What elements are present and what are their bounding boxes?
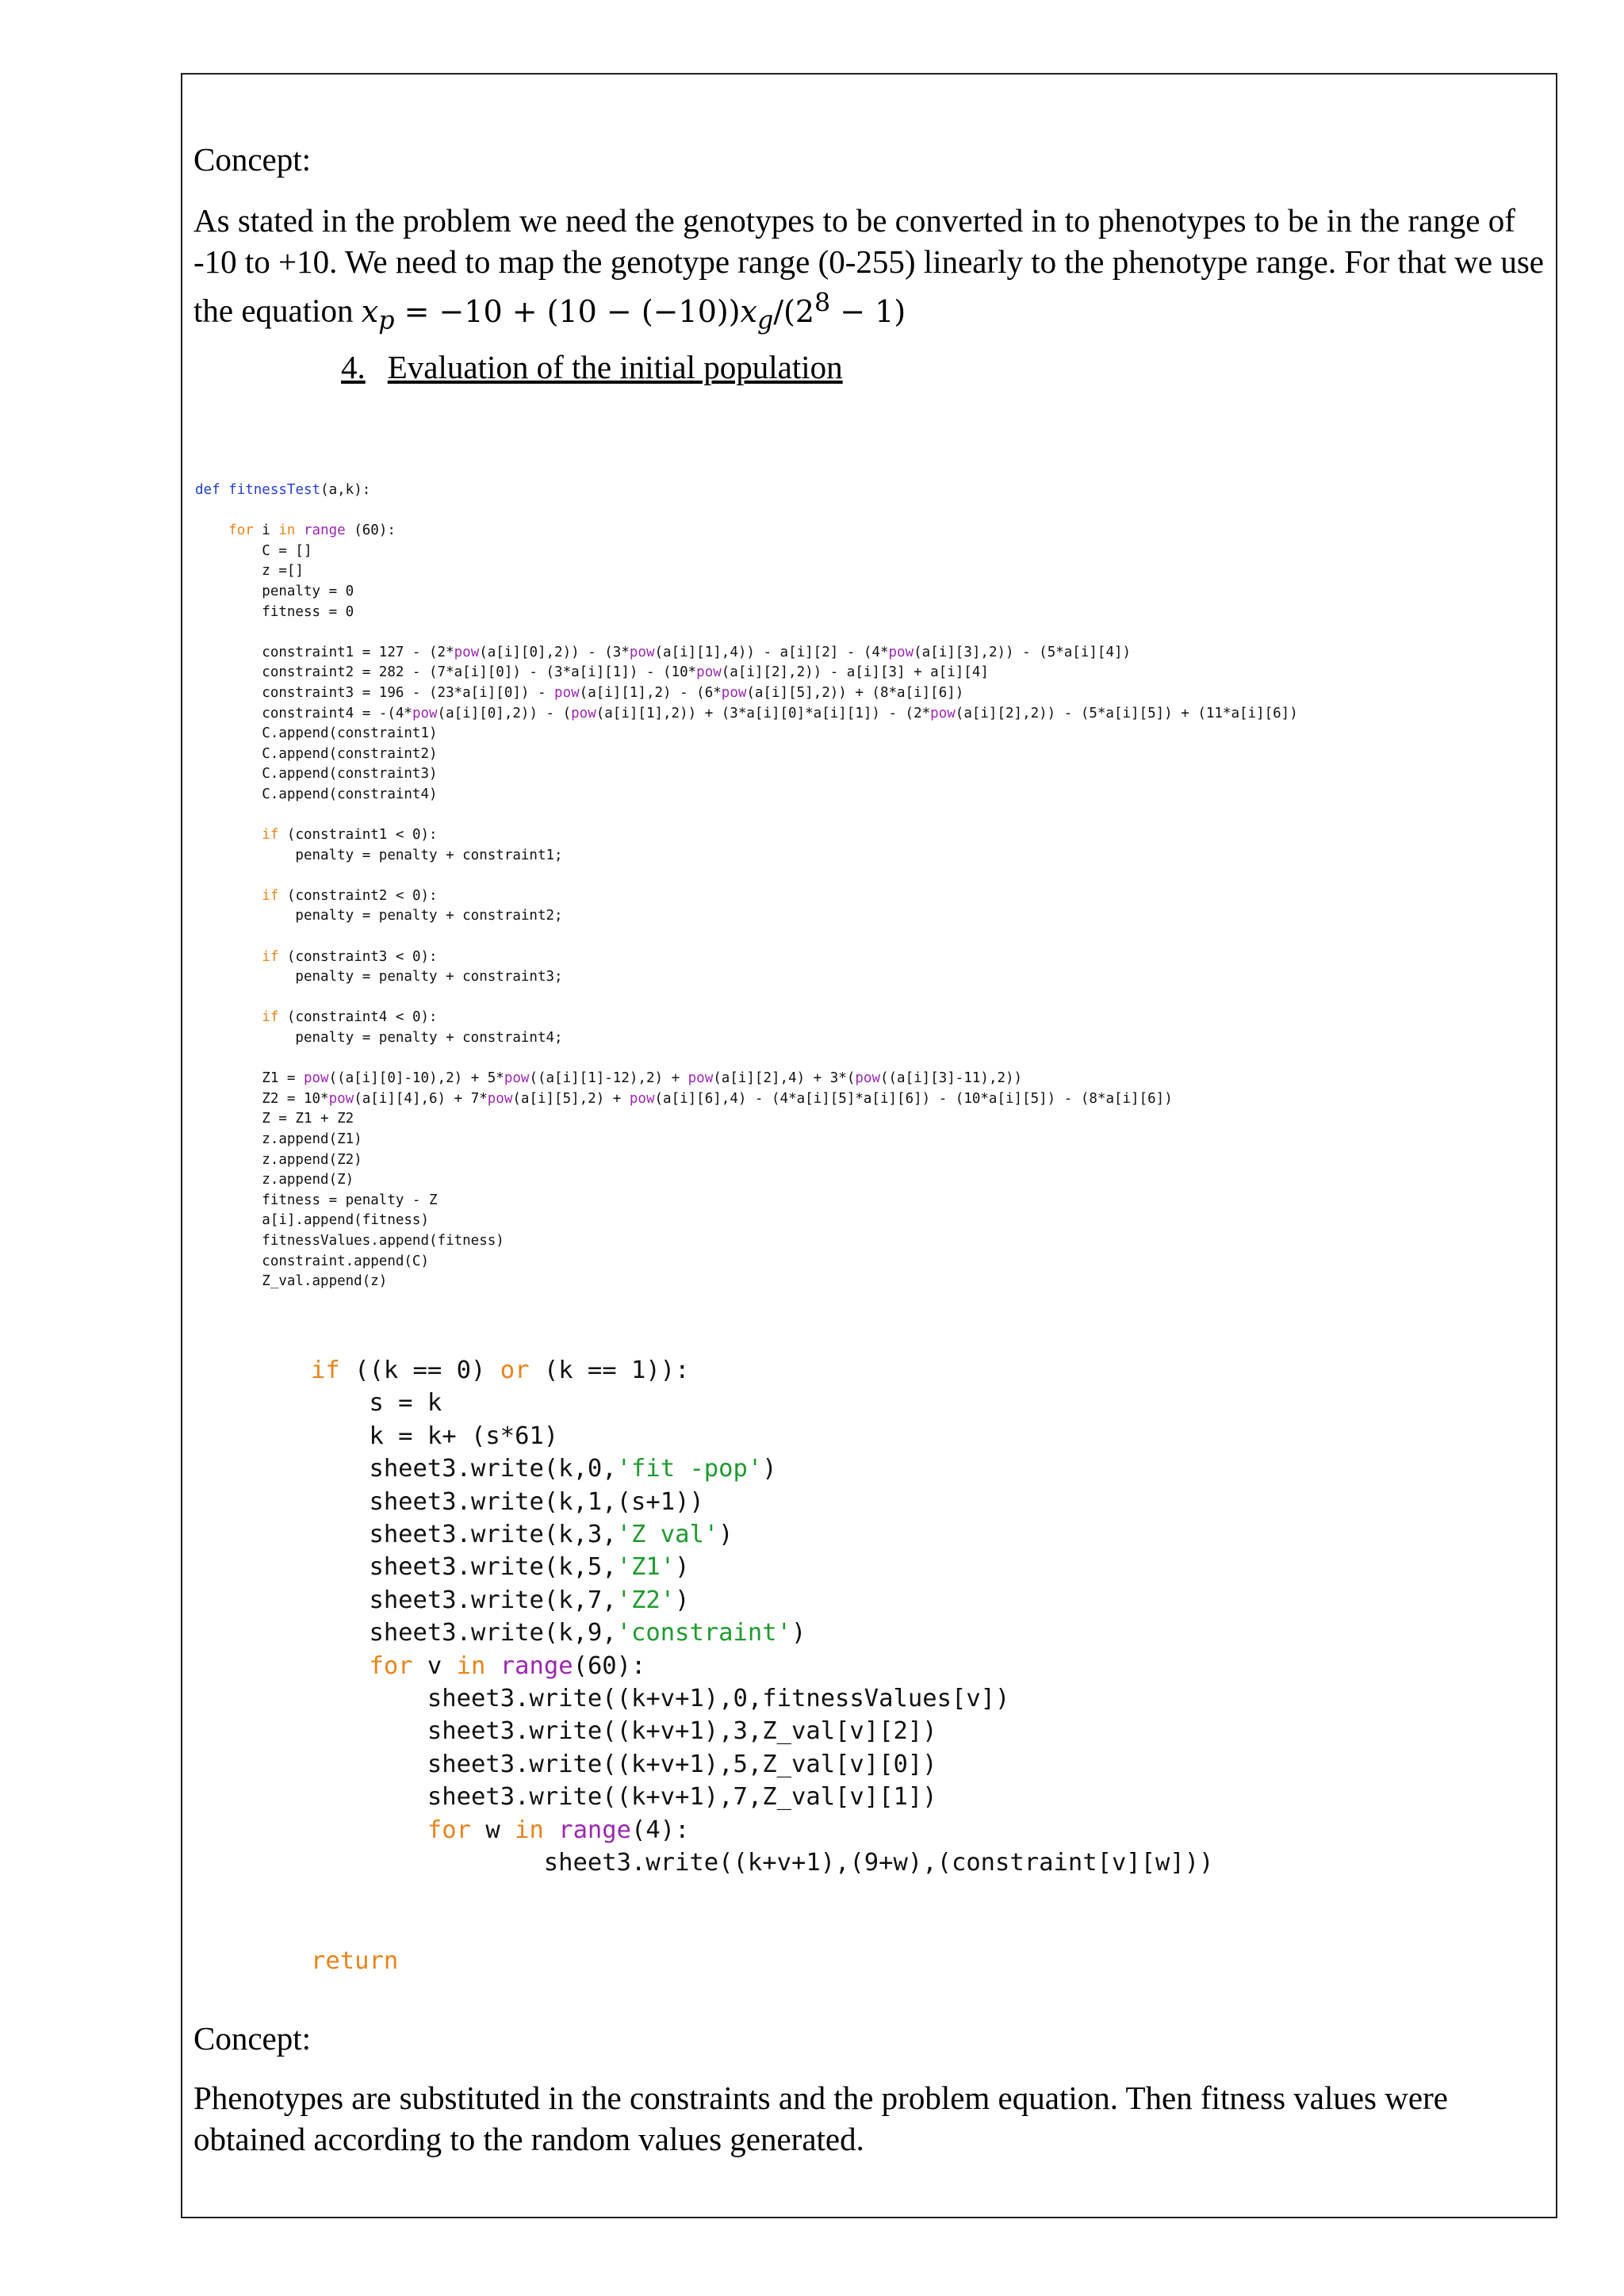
code-line (311, 1846, 1213, 1879)
code-token (195, 522, 228, 538)
sheet-write-code (311, 1354, 1213, 1978)
code-token: i (253, 522, 279, 539)
code-token: if (262, 948, 279, 965)
code-token: pow (412, 705, 438, 721)
code-token: ) (791, 1619, 806, 1647)
code-token: if (311, 1357, 340, 1384)
code-token: pow (696, 664, 722, 681)
code-token: sheet3.write(k,7, (311, 1586, 617, 1614)
code-line (195, 967, 1298, 988)
code-line (195, 947, 1298, 968)
code-token (311, 1652, 369, 1680)
code-token: in (456, 1651, 486, 1680)
code-token: z =[] (195, 563, 304, 580)
section-heading (341, 347, 843, 387)
code-token: (k == 1)): (529, 1357, 690, 1384)
code-line (311, 1650, 1213, 1682)
code-line (311, 1420, 1213, 1452)
code-token: (a[i][1],2) - (6* (579, 684, 722, 701)
code-token: a[i].append(fitness) (195, 1212, 430, 1229)
code-token: C.append(constraint4) (195, 786, 438, 802)
code-line (195, 886, 1298, 907)
code-token: ((k == 0) (339, 1357, 500, 1384)
code-line (195, 988, 1298, 1008)
code-line (195, 764, 1298, 785)
code-token: if (262, 1009, 279, 1026)
code-token: pow (303, 1070, 329, 1087)
code-token: (60): (345, 522, 396, 539)
code-token: (a[i][2],4) + 3*( (713, 1070, 856, 1087)
code-token: sheet3.write(k,5, (311, 1553, 617, 1582)
code-token: ((a[i][1]-12),2) + (529, 1070, 688, 1087)
code-line (195, 622, 1298, 643)
code-token (195, 827, 262, 843)
code-token: Z1 = (195, 1070, 304, 1087)
code-token: pow (554, 684, 580, 701)
code-token: C.append(constraint3) (195, 766, 438, 783)
code-token: (a[i][4],6) + 7* (354, 1090, 488, 1107)
code-line (195, 1089, 1298, 1110)
code-line (311, 1781, 1213, 1813)
code-line (195, 480, 1298, 501)
code-token: (a[i][1],4)) - a[i][2] - (4* (654, 644, 889, 660)
code-token: (constraint2 < 0): (278, 887, 438, 904)
code-token: (a[i][2],2)) - a[i][3] + a[i][4] (721, 664, 989, 681)
code-line (195, 663, 1298, 683)
code-line (195, 1109, 1298, 1130)
code-line (195, 561, 1298, 582)
code-line (195, 1272, 1298, 1292)
code-line (195, 603, 1298, 623)
code-token: ((a[i][0]-10),2) + 5* (328, 1070, 504, 1087)
code-line (311, 1814, 1213, 1846)
code-token: s = k (311, 1389, 442, 1418)
code-token: penalty = penalty + constraint2; (195, 908, 563, 924)
code-token: range (558, 1816, 632, 1844)
concept-paragraph-bottom: Phenotypes are substituted in the constraints and the problem equation. Then fitness values were obtained according to the random values generated. (193, 2080, 1448, 2157)
code-token: pow (571, 705, 596, 721)
code-token: penalty = 0 (195, 583, 354, 599)
code-line (311, 1682, 1213, 1715)
code-token: k = k+ (s*61) (311, 1422, 559, 1450)
code-token: 'Z2' (616, 1586, 676, 1614)
code-token: sheet3.write(k,1,(s+1)) (311, 1487, 704, 1516)
code-token: pow (504, 1070, 530, 1087)
code-token: (a[i][0],2)) - (3* (479, 644, 630, 660)
code-token: if (262, 887, 279, 904)
code-line (311, 1880, 1213, 1912)
code-line (311, 1912, 1213, 1945)
code-line (195, 1211, 1298, 1231)
code-token: pow (721, 684, 747, 701)
code-line (195, 785, 1298, 806)
code-token: w (471, 1816, 515, 1844)
code-line (195, 1028, 1298, 1049)
code-token: pow (487, 1090, 513, 1107)
code-token: pow (629, 1090, 655, 1107)
code-token (195, 1009, 262, 1025)
code-line (311, 1945, 1213, 1977)
code-token: Z2 = 10* (195, 1090, 329, 1107)
code-line (311, 1617, 1213, 1649)
code-line (195, 521, 1298, 541)
code-token: C = [] (195, 542, 312, 559)
code-token: pow (888, 644, 914, 660)
code-line (311, 1387, 1213, 1419)
concept-label-top: Concept: (193, 141, 312, 178)
code-token: (a[i][5],2)) + (8*a[i][6]) (746, 684, 964, 701)
code-token: if (262, 827, 279, 844)
code-token: constraint.append(C) (195, 1253, 430, 1269)
code-token (544, 1816, 558, 1844)
code-token: ) (675, 1553, 690, 1582)
code-token: sheet3.write(k,9, (311, 1619, 617, 1647)
code-token: (a[i][1],2)) + (3*a[i][0]*a[i][1]) - (2* (596, 705, 931, 721)
code-token: (a[i][0],2)) - ( (437, 705, 572, 721)
code-token: ) (675, 1586, 690, 1614)
code-token: fitness = 0 (195, 603, 354, 620)
code-line (195, 582, 1298, 603)
code-line (195, 1049, 1298, 1070)
code-token (311, 1816, 427, 1844)
code-line (311, 1354, 1213, 1387)
concept-label-bottom: Concept: (193, 2020, 312, 2057)
section-number: 4. (341, 349, 366, 385)
code-token: 'Z1' (616, 1553, 676, 1582)
code-token: constraint3 = 196 - (23*a[i][0]) - (195, 684, 555, 701)
code-token: range (500, 1651, 573, 1680)
code-line (195, 683, 1298, 704)
code-line (195, 1130, 1298, 1150)
code-token: Z_val.append(z) (195, 1273, 388, 1290)
code-line (195, 825, 1298, 846)
code-token: fitnessTest (228, 482, 321, 498)
code-token: z.append(Z2) (195, 1151, 362, 1168)
code-token: pow (629, 644, 655, 660)
code-token: (a[i][5],2) + (512, 1090, 630, 1107)
code-token: return (311, 1947, 399, 1976)
code-token: z.append(Z) (195, 1172, 354, 1188)
code-token: ) (718, 1521, 733, 1549)
code-line (195, 501, 1298, 522)
code-token: sheet3.write(k,0, (311, 1455, 617, 1483)
code-token: (constraint4 < 0): (278, 1009, 438, 1026)
code-token: pow (328, 1090, 354, 1107)
code-token: pow (454, 644, 480, 660)
code-token (485, 1652, 500, 1680)
mapping-equation: $x_p = -10 + (10 - (-10))x_g/(2^8 - 1)$ (361, 289, 906, 335)
code-token: penalty = penalty + constraint1; (195, 847, 563, 863)
code-line (195, 1008, 1298, 1028)
code-line (195, 704, 1298, 725)
section-title: Evaluation of the initial population (387, 349, 843, 385)
code-token: sheet3.write((k+v+1),5,Z_val[v][0]) (311, 1750, 937, 1778)
code-token: (60): (573, 1651, 646, 1680)
code-token: sheet3.write((k+v+1),3,Z_val[v][2]) (311, 1717, 937, 1746)
code-token: penalty = penalty + constraint4; (195, 1030, 563, 1047)
code-token: v (412, 1651, 457, 1680)
code-token: sheet3.write((k+v+1),(9+w),(constraint[v][w])) (311, 1849, 1214, 1877)
code-token (195, 949, 262, 965)
code-line (195, 541, 1298, 562)
code-line (195, 806, 1298, 826)
code-token: sheet3.write((k+v+1),7,Z_val[v][1]) (311, 1783, 937, 1812)
code-line (195, 1252, 1298, 1272)
code-line (195, 744, 1298, 765)
code-token: 'fit -pop' (616, 1455, 763, 1483)
code-token: in (278, 522, 296, 539)
code-token: (constraint3 < 0): (278, 948, 438, 965)
code-line (195, 1170, 1298, 1191)
code-token: pow (855, 1070, 880, 1087)
code-line (195, 1069, 1298, 1089)
code-token: constraint1 = 127 - (2* (195, 644, 454, 660)
code-token: (a[i][3],2)) - (5*a[i][4]) (914, 644, 1132, 660)
code-token: range (304, 522, 346, 539)
code-token (195, 888, 262, 904)
code-line (311, 1518, 1213, 1551)
code-token: (a[i][6],4) - (4*a[i][5]*a[i][6]) - (10*a[i][5]) - (8*a[i][6]) (654, 1090, 1173, 1107)
code-token: C.append(constraint2) (195, 745, 438, 762)
code-line (195, 1150, 1298, 1171)
code-token: 'Z val' (616, 1521, 719, 1549)
code-line (311, 1584, 1213, 1617)
code-token: constraint4 = -(4* (195, 705, 412, 721)
code-line (195, 866, 1298, 886)
code-token: sheet3.write(k,3, (311, 1521, 617, 1549)
code-token (295, 522, 304, 538)
code-token: 'constraint' (616, 1619, 791, 1647)
code-token: (4): (631, 1816, 690, 1844)
code-line (311, 1486, 1213, 1518)
code-token: penalty = penalty + constraint3; (195, 969, 563, 985)
code-token: def (195, 482, 229, 498)
code-token: for (427, 1816, 471, 1844)
code-token: or (500, 1357, 530, 1384)
code-token: z.append(Z1) (195, 1131, 362, 1147)
code-token: constraint2 = 282 - (7*a[i][0]) - (3*a[i][1]) - (10* (195, 664, 697, 681)
code-line (195, 1231, 1298, 1252)
code-line (311, 1452, 1213, 1485)
paragraph-text: As stated in the problem we need the genotypes to be converted in to phenotypes to be in the range of -10 to +10. We need to map the genotype range (0-255) linearly to the phenotype range. For that we use the equation (193, 202, 1544, 329)
code-line (195, 846, 1298, 867)
code-token: for (369, 1651, 413, 1680)
code-line (195, 906, 1298, 927)
code-token: (a,k): (320, 482, 371, 498)
code-token: fitness = penalty - Z (195, 1192, 438, 1208)
code-line (195, 927, 1298, 947)
code-token: in (515, 1816, 544, 1844)
code-token: (constraint1 < 0): (278, 827, 438, 844)
code-token: (a[i][2],2)) - (5*a[i][5]) + (11*a[i][6]) (955, 705, 1298, 721)
code-token: C.append(constraint1) (195, 725, 438, 742)
code-token: for (228, 522, 254, 539)
code-line (195, 724, 1298, 744)
code-line (195, 1191, 1298, 1211)
fitness-function-code (195, 480, 1298, 1292)
code-token: Z = Z1 + Z2 (195, 1111, 354, 1127)
code-token: pow (930, 705, 956, 721)
code-line (311, 1551, 1213, 1583)
concept-paragraph-top (193, 200, 1551, 341)
code-token: sheet3.write((k+v+1),0,fitnessValues[v]) (311, 1685, 1010, 1713)
code-token: ) (762, 1455, 777, 1483)
code-line (311, 1715, 1213, 1747)
code-token: ((a[i][3]-11),2)) (879, 1070, 1023, 1087)
code-token: pow (688, 1070, 714, 1087)
code-line (311, 1748, 1213, 1781)
code-token: fitnessValues.append(fitness) (195, 1232, 504, 1249)
code-line (195, 643, 1298, 664)
